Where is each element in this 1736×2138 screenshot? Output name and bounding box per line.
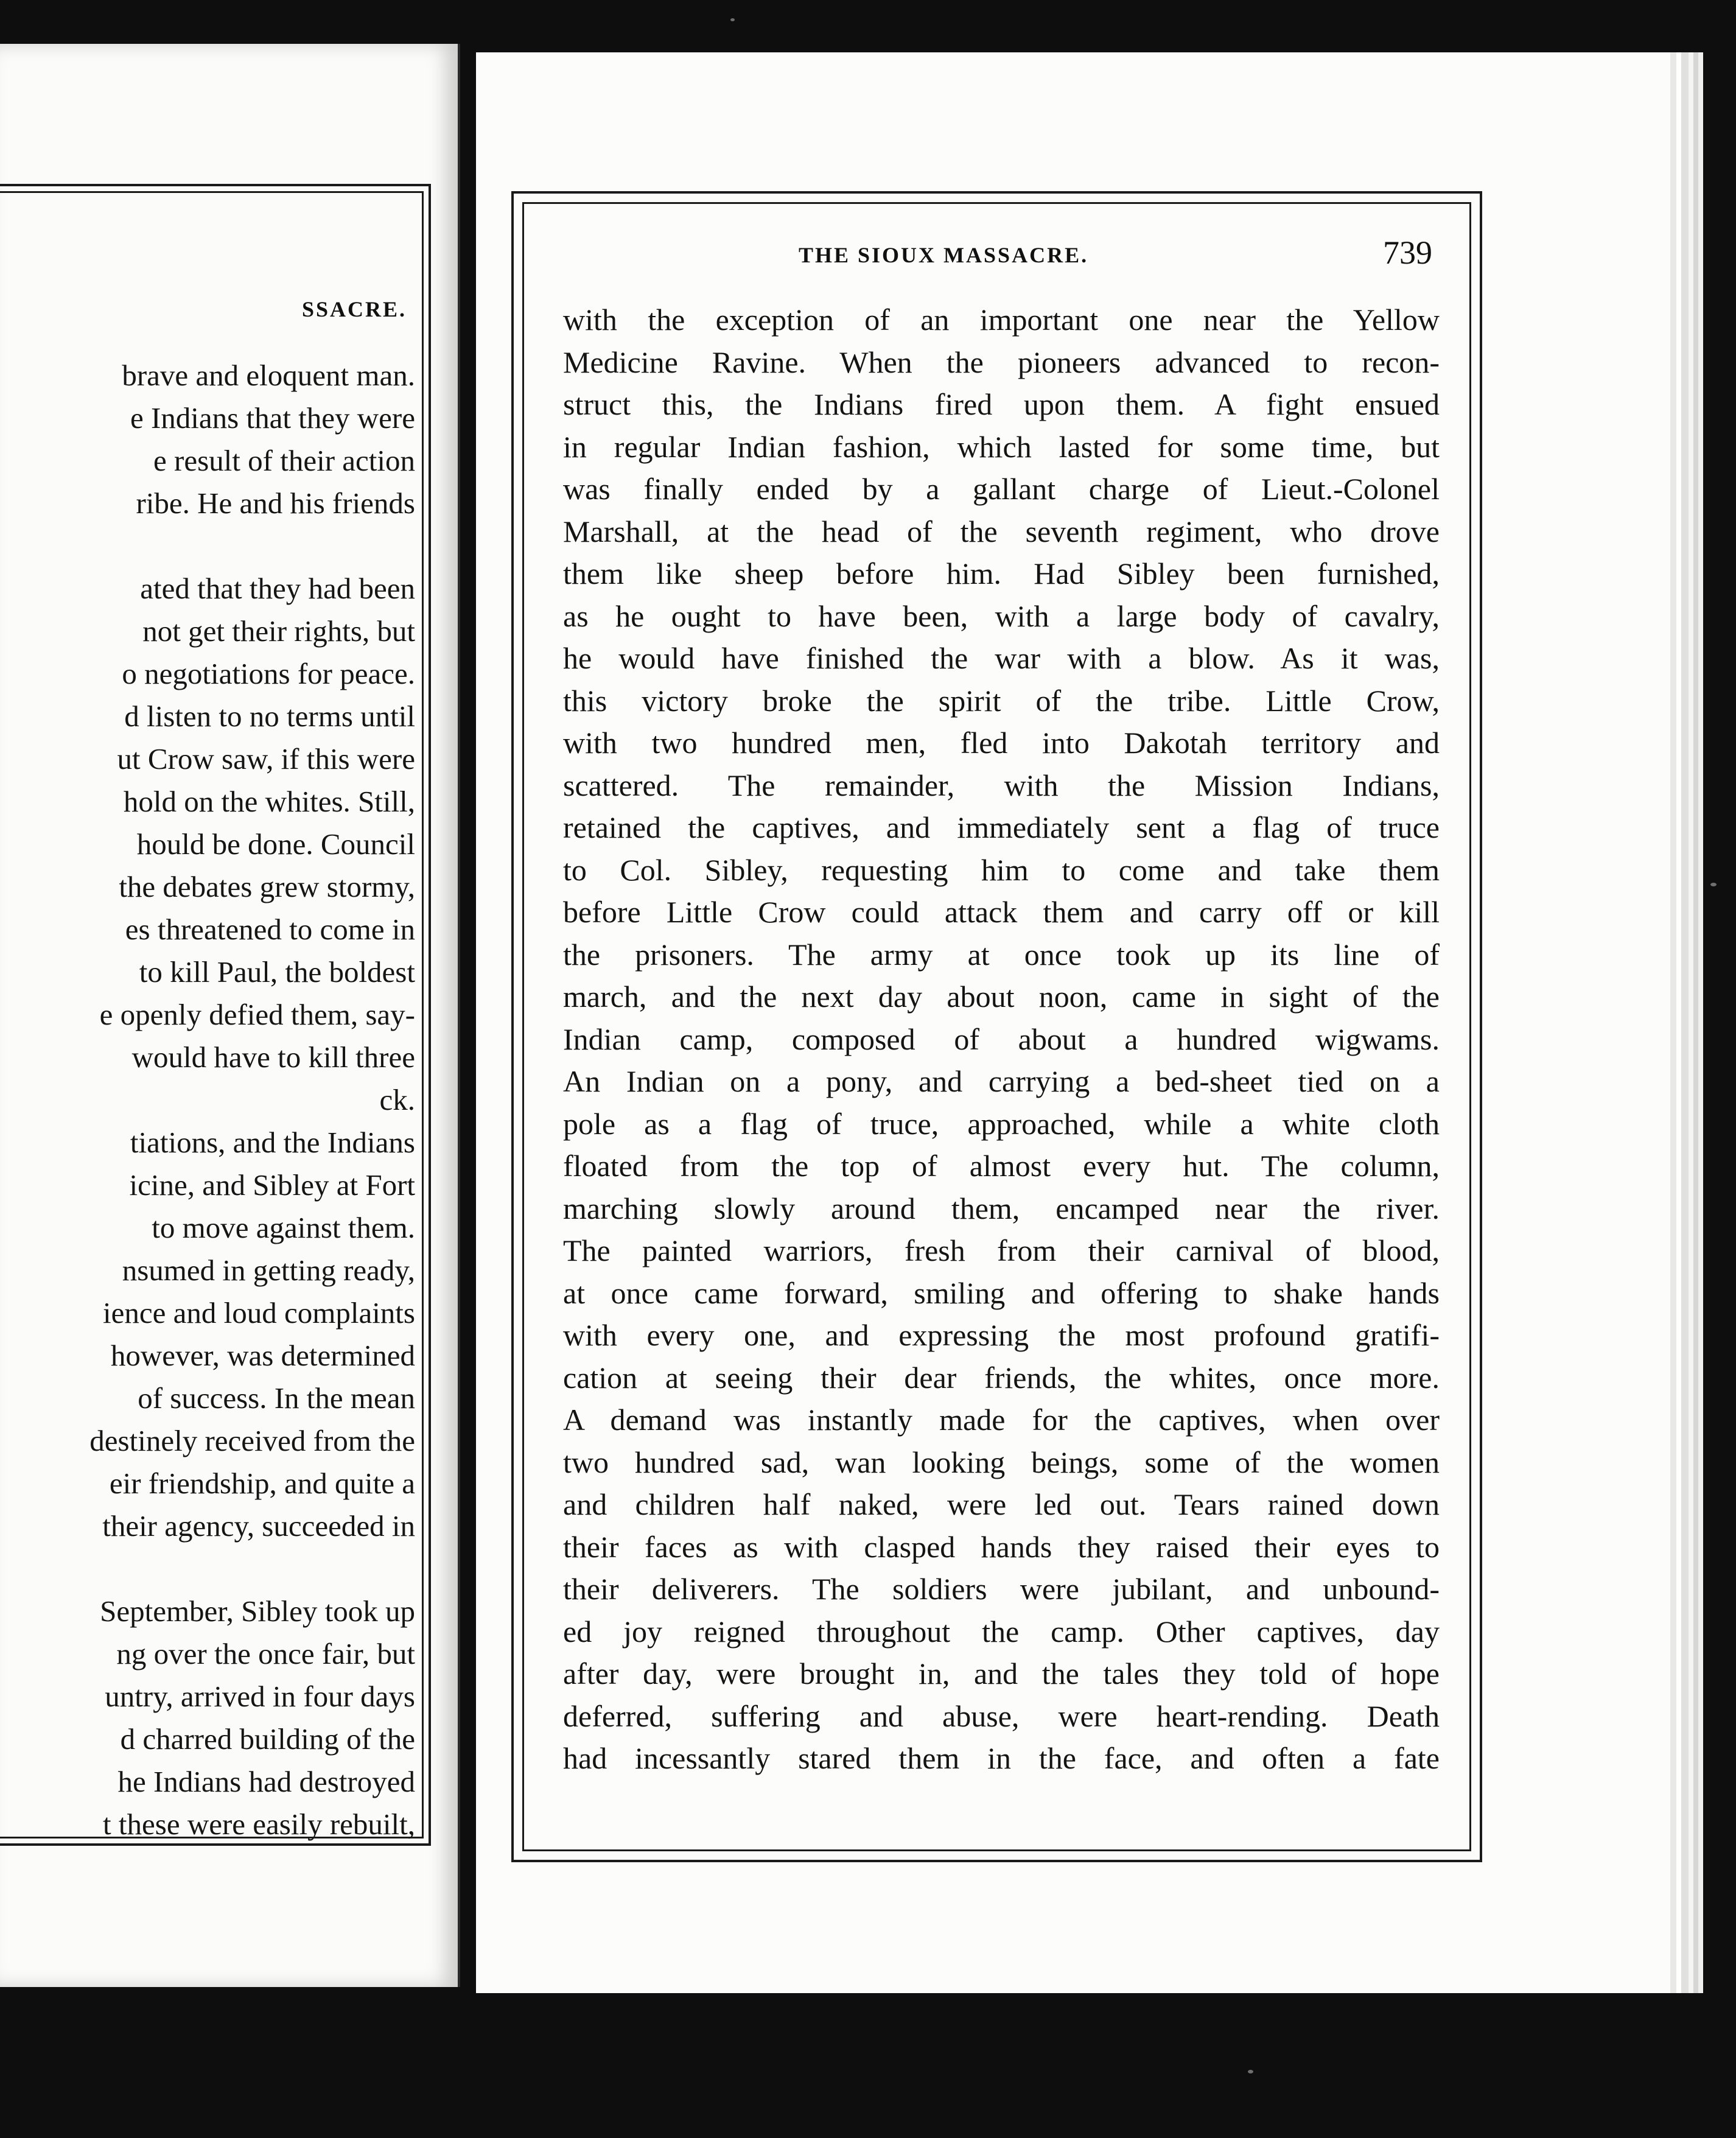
- text-line: their deliverers. The soldiers were jubilant, and unbound-: [563, 1572, 1440, 1606]
- text-line: scattered. The remainder, with the Mission Indians,: [563, 768, 1440, 802]
- text-line: he Indians had destroyed: [117, 1765, 415, 1798]
- text-line: with the exception of an important one near the Yellow: [563, 303, 1440, 337]
- text-line: t these were easily rebuilt,: [103, 1807, 415, 1841]
- text-line: their faces as with clasped hands they raised their eyes to: [563, 1529, 1440, 1564]
- text-line: Marshall, at the head of the seventh regiment, who drove: [563, 514, 1440, 549]
- text-line: nsumed in getting ready,: [122, 1253, 415, 1287]
- running-head: THE SIOUX MASSACRE.: [799, 243, 1089, 267]
- text-line: pole as a flag of truce, approached, while a white cloth: [563, 1106, 1440, 1141]
- text-line: cation at seeing their dear friends, the whites, once more.: [563, 1360, 1440, 1395]
- text-line: them like sheep before him. Had Sibley been furnished,: [563, 556, 1440, 591]
- text-line: tiations, and the Indians: [130, 1126, 415, 1159]
- text-line: September, Sibley took up: [100, 1594, 415, 1628]
- text-line: ut Crow saw, if this were: [117, 742, 415, 776]
- text-line: ribe. He and his friends: [136, 486, 415, 520]
- text-line: brave and eloquent man.: [122, 359, 415, 392]
- text-line: d listen to no terms until: [124, 699, 415, 733]
- text-line: e openly defied them, say-: [99, 998, 415, 1031]
- text-line: ck.: [379, 1083, 415, 1116]
- dust-speck: [730, 18, 735, 21]
- text-line: had incessantly stared them in the face, and often a fate: [563, 1741, 1440, 1775]
- text-line: struct this, the Indians fired upon them. A fight ensued: [563, 387, 1440, 421]
- text-line: ng over the once fair, but: [116, 1637, 415, 1670]
- text-line: marching slowly around them, encamped near the river.: [563, 1191, 1440, 1225]
- left-running-head: SSACRE.: [301, 297, 407, 321]
- text-line: es threatened to come in: [125, 913, 415, 946]
- text-line: floated from the top of almost every hut. The column,: [563, 1149, 1440, 1183]
- text-line: to Col. Sibley, requesting him to come and take them: [563, 852, 1440, 887]
- text-line: in regular Indian fashion, which lasted for some time, but: [563, 429, 1440, 464]
- dust-speck: [1710, 883, 1717, 886]
- text-line: this victory broke the spirit of the tribe. Little Crow,: [563, 683, 1440, 718]
- dust-speck: [1680, 1400, 1684, 1404]
- text-line: eir friendship, and quite a: [109, 1467, 415, 1500]
- dust-speck: [1692, 377, 1697, 382]
- text-line: was finally ended by a gallant charge of Lieut.-Colonel: [563, 472, 1440, 506]
- text-line: two hundred sad, wan looking beings, some of the women: [563, 1445, 1440, 1479]
- text-line: o negotiations for peace.: [122, 657, 415, 690]
- text-line: of success. In the mean: [138, 1381, 415, 1415]
- paragraph-gap: [0, 525, 415, 567]
- text-line: the debates grew stormy,: [119, 870, 415, 903]
- text-line: he would have finished the war with a blow. As it was,: [563, 641, 1440, 675]
- text-line: and children half naked, were led out. Tears rained down: [563, 1487, 1440, 1521]
- page-number: 739: [1383, 234, 1432, 271]
- text-line: to move against them.: [152, 1211, 415, 1244]
- text-line: ience and loud complaints: [103, 1296, 415, 1330]
- text-line: The painted warriors, fresh from their carnival of blood,: [563, 1233, 1440, 1267]
- paragraph-gap: [0, 1547, 415, 1590]
- text-line: as he ought to have been, with a large body of cavalry,: [563, 598, 1440, 633]
- right-page: [476, 52, 1676, 1993]
- text-line: before Little Crow could attack them and carry off or kill: [563, 895, 1440, 929]
- text-line: retained the captives, and immediately sent a flag of truce: [563, 810, 1440, 844]
- text-line: A demand was instantly made for the captives, when over: [563, 1403, 1440, 1437]
- text-line: however, was determined: [110, 1339, 415, 1372]
- text-line: deferred, suffering and abuse, were heart-rending. Death: [563, 1698, 1440, 1733]
- text-line: d charred building of the: [120, 1722, 415, 1756]
- text-line: hold on the whites. Still,: [123, 785, 415, 818]
- text-line: icine, and Sibley at Fort: [129, 1168, 415, 1202]
- text-line: at once came forward, smiling and offering to shake hands: [563, 1275, 1440, 1310]
- text-line: after day, were brought in, and the tales they told of hope: [563, 1656, 1440, 1691]
- text-line: Medicine Ravine. When the pioneers advanced to recon-: [563, 345, 1440, 379]
- text-line: march, and the next day about noon, came in sight of the: [563, 980, 1440, 1014]
- body-text: [563, 299, 1440, 1780]
- text-line: not get their rights, but: [142, 614, 415, 648]
- dust-speck: [1248, 2070, 1253, 2073]
- text-line: Indian camp, composed of about a hundred wigwams.: [563, 1022, 1440, 1056]
- text-line: ed joy reigned throughout the camp. Other captives, day: [563, 1614, 1440, 1649]
- text-line: their agency, succeeded in: [102, 1509, 415, 1543]
- text-line: would have to kill three: [131, 1040, 415, 1074]
- text-line: hould be done. Council: [136, 827, 415, 861]
- text-line: An Indian on a pony, and carrying a bed-sheet tied on a: [563, 1064, 1440, 1098]
- left-page-text: [0, 354, 415, 1846]
- text-line: e Indians that they were: [130, 401, 415, 435]
- text-line: e result of their action: [153, 444, 415, 477]
- text-line: to kill Paul, the boldest: [139, 955, 415, 989]
- text-line: with every one, and expressing the most profound gratifi-: [563, 1318, 1440, 1352]
- text-line: untry, arrived in four days: [105, 1680, 415, 1713]
- text-line: destinely received from the: [89, 1424, 415, 1457]
- text-line: with two hundred men, fled into Dakotah territory and: [563, 726, 1440, 760]
- text-line: ated that they had been: [140, 572, 415, 605]
- left-page: [0, 44, 460, 1987]
- text-line: the prisoners. The army at once took up its line of: [563, 937, 1440, 972]
